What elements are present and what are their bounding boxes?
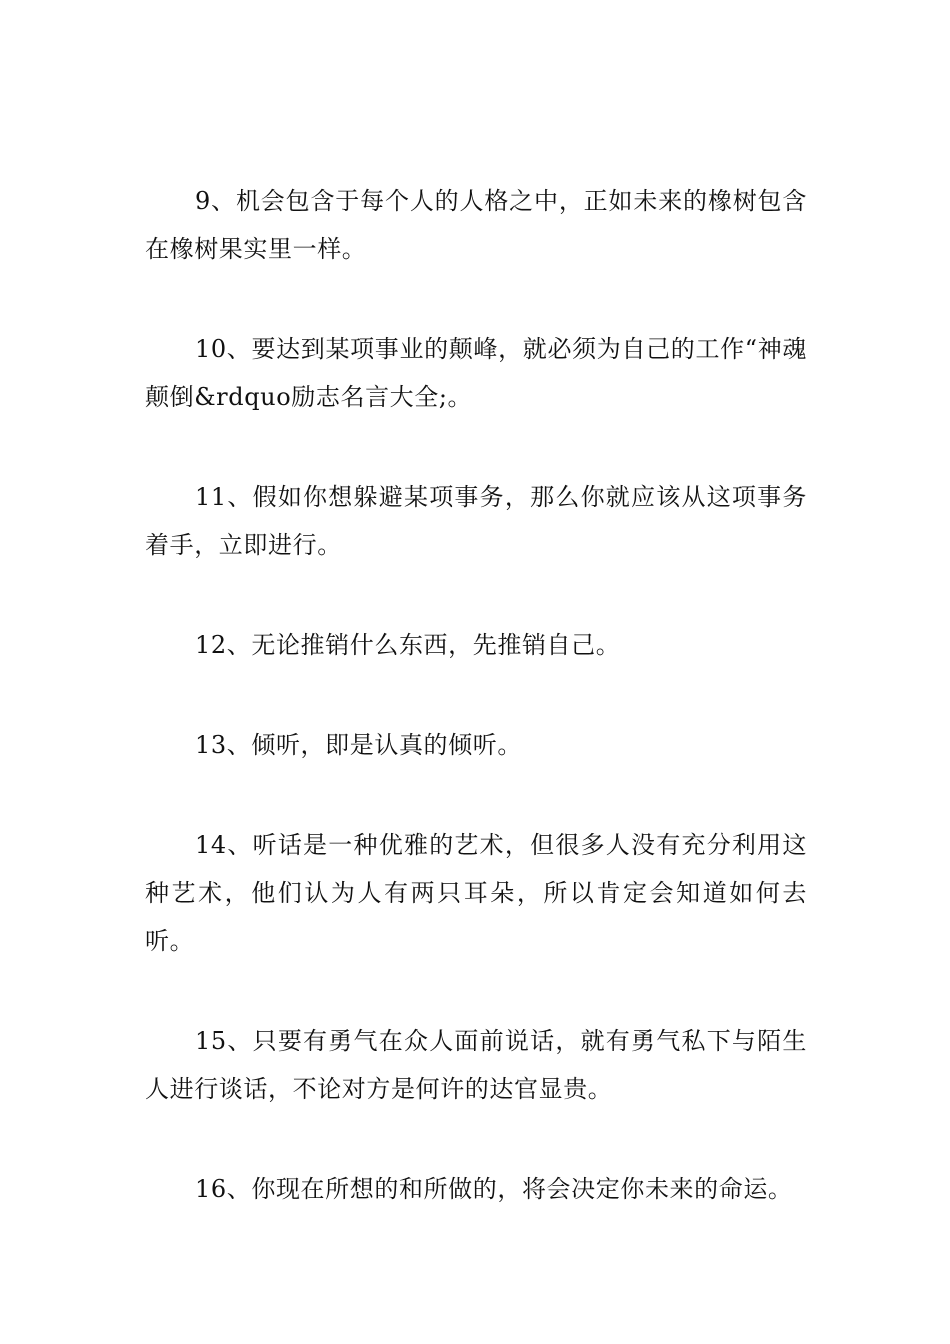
paragraph-gap <box>145 421 807 473</box>
paragraph-gap <box>145 1113 807 1165</box>
paragraph-9: 9、机会包含于每个人的人格之中，正如未来的橡树包含在橡树果实里一样。 <box>145 187 807 263</box>
paragraph-13: 13、倾听，即是认真的倾听。 <box>195 731 522 759</box>
paragraph-11: 11、假如你想躲避某项事务，那么你就应该从这项事务着手，立即进行。 <box>145 483 807 559</box>
paragraph-gap <box>145 569 807 621</box>
paragraph-gap <box>145 669 807 721</box>
paragraph-16: 16、你现在所想的和所做的，将会决定你未来的命运。 <box>195 1175 793 1203</box>
text-column <box>145 177 807 1213</box>
paragraph-gap <box>145 273 807 325</box>
paragraph-10: 10、要达到某项事业的颠峰，就必须为自己的工作“神魂颠倒&rdquo励志名言大全;。 <box>145 335 807 411</box>
paragraph-12: 12、无论推销什么东西，先推销自己。 <box>195 631 621 659</box>
paragraph-15: 15、只要有勇气在众人面前说话，就有勇气私下与陌生人进行谈话，不论对方是何许的达官显贵。 <box>145 1027 807 1103</box>
paragraph-gap <box>145 769 807 821</box>
paragraph-gap <box>145 965 807 1017</box>
paragraph-14: 14、听话是一种优雅的艺术，但很多人没有充分利用这种艺术，他们认为人有两只耳朵，所以肯定会知道如何去听。 <box>145 831 807 955</box>
